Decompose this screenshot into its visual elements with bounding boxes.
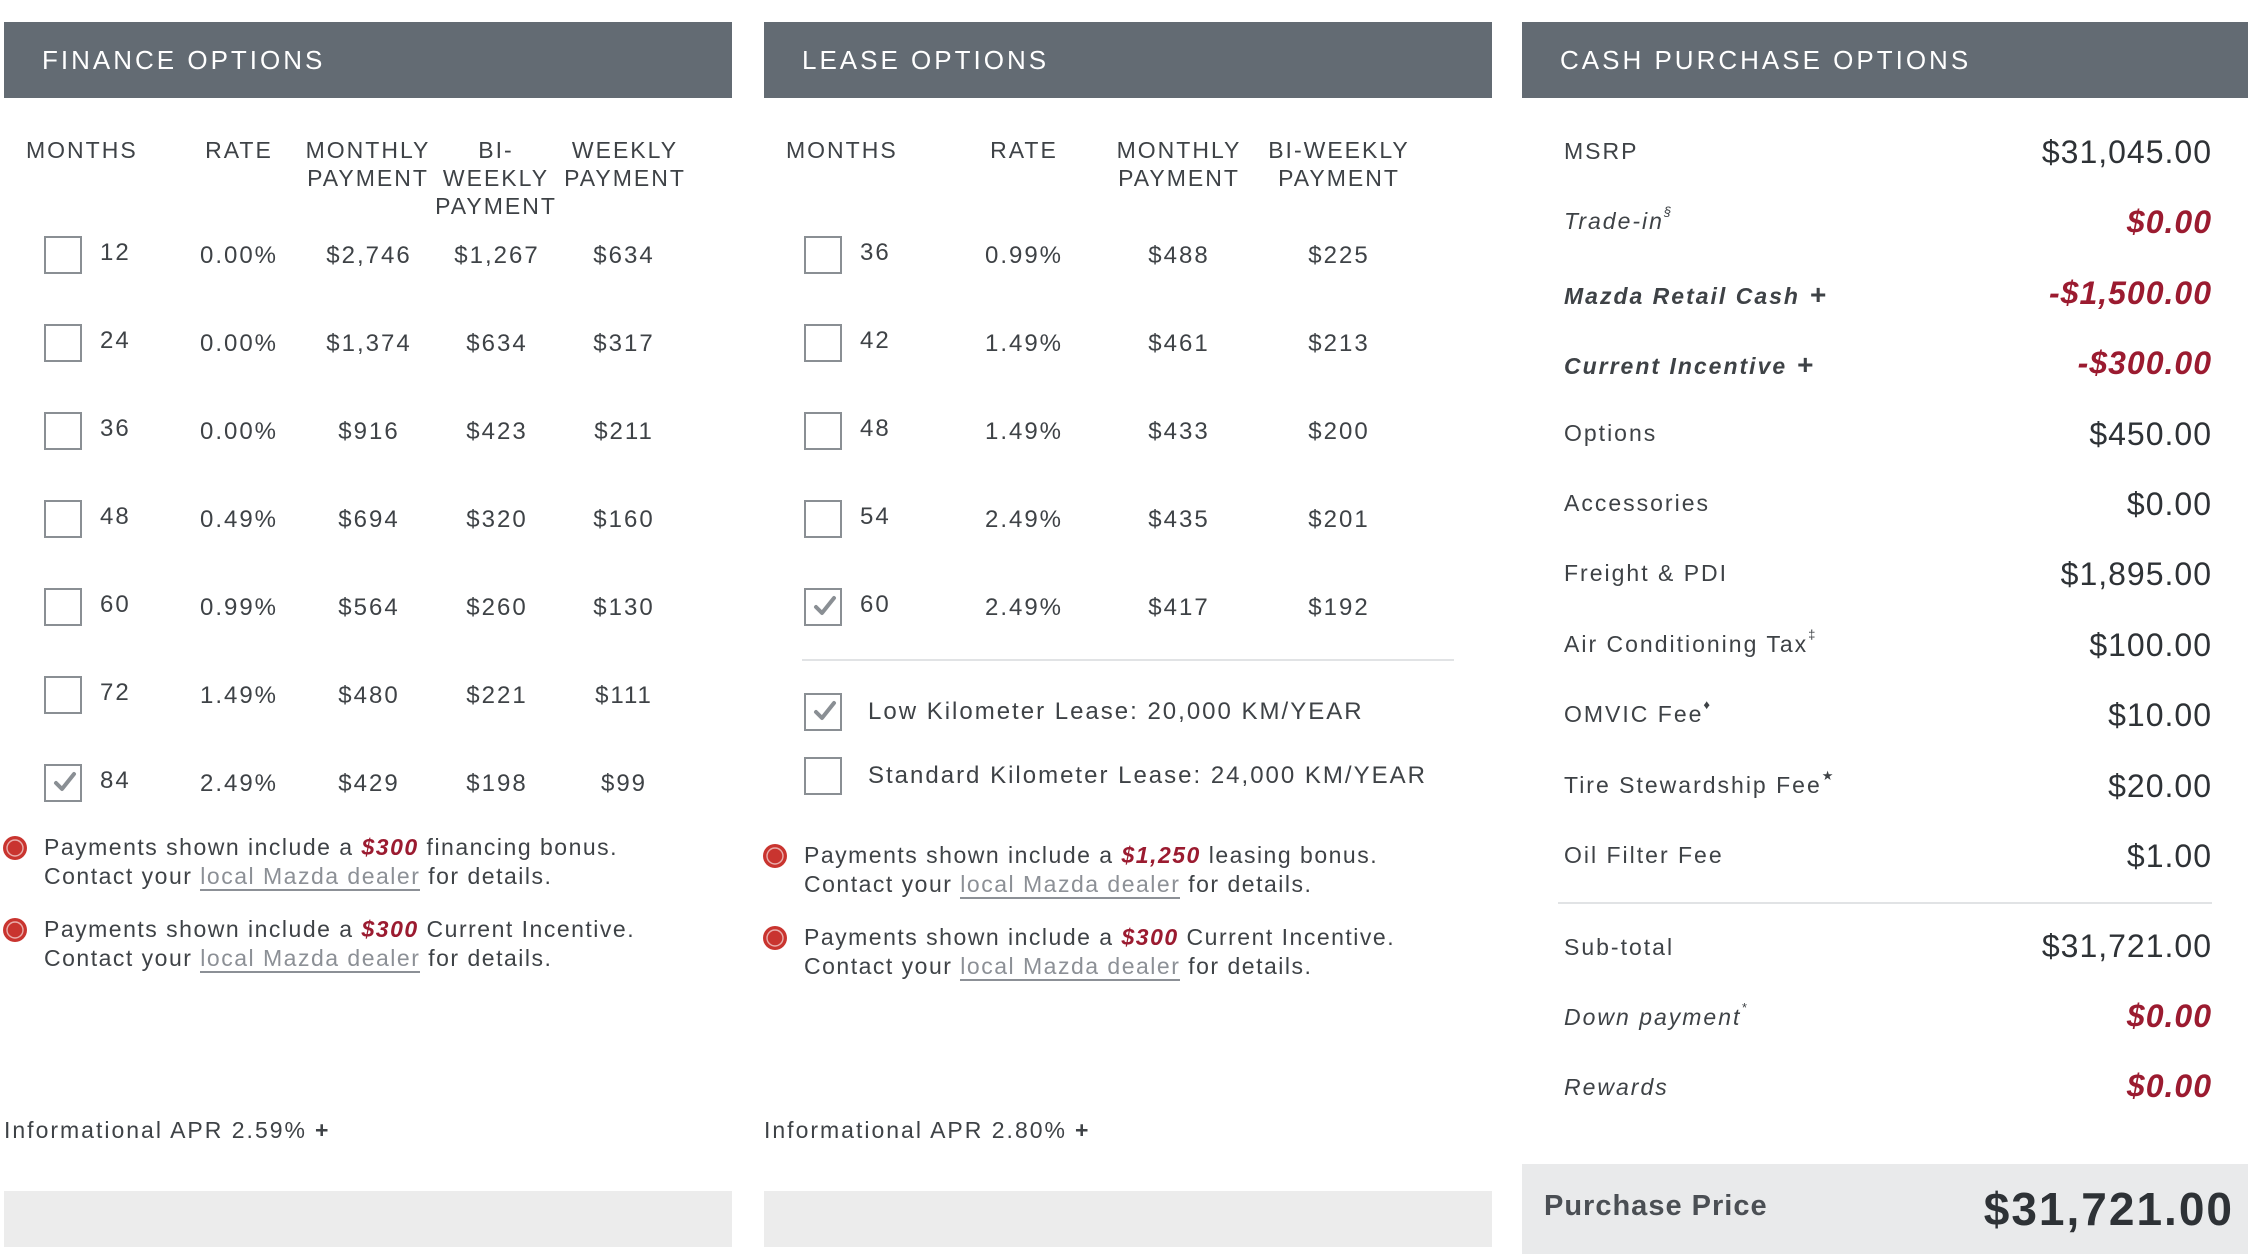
finance-weekly: $317 bbox=[593, 330, 655, 357]
subtotal-value: $31,721.00 bbox=[2041, 928, 2212, 964]
finance-biweekly: $221 bbox=[466, 682, 528, 709]
finance-weekly: $211 bbox=[594, 418, 654, 445]
finance-monthly: $564 bbox=[338, 594, 400, 621]
lease-row[interactable] bbox=[764, 300, 1492, 360]
cash-item-label: Freight & PDI bbox=[1564, 560, 1729, 587]
cash-item-value: $0.00 bbox=[2126, 204, 2212, 241]
finance-weekly: $634 bbox=[593, 242, 655, 269]
cash-item-label: Options bbox=[1564, 419, 1658, 446]
lease-header-rate: RATE bbox=[990, 137, 1058, 163]
finance-row[interactable] bbox=[4, 388, 732, 448]
finance-term-checkbox[interactable] bbox=[44, 500, 82, 538]
lease-bonus-note: Payments shown include a $1,250 leasing bonus. Contact your local Mazda dealer for details. bbox=[804, 841, 1444, 899]
lease-incentive-note: Payments shown include a $300 Current Incentive. Contact your local Mazda dealer for details. bbox=[804, 923, 1414, 981]
purchase-price-label: Purchase Price bbox=[1544, 1190, 1768, 1222]
lease-row[interactable] bbox=[764, 476, 1492, 536]
lease-months: 54 bbox=[860, 503, 891, 530]
finance-header-months: MONTHS bbox=[26, 137, 138, 163]
check-icon bbox=[52, 769, 78, 795]
rewards-value: $0.00 bbox=[2126, 1068, 2212, 1104]
finance-months: 60 bbox=[100, 591, 131, 618]
finance-row[interactable] bbox=[4, 652, 732, 712]
finance-rate: 0.00% bbox=[199, 242, 279, 269]
lease-header-months: MONTHS bbox=[786, 137, 898, 163]
lease-apr: Informational APR 2.80% + bbox=[764, 1117, 1091, 1143]
cash-item-label: OMVIC Fee♦ bbox=[1564, 697, 1713, 728]
lease-row[interactable] bbox=[764, 388, 1492, 448]
lease-months: 36 bbox=[860, 239, 891, 266]
purchase-price-value: $31,721.00 bbox=[1983, 1183, 2234, 1235]
finance-biweekly: $320 bbox=[466, 506, 528, 533]
check-icon bbox=[812, 593, 838, 619]
lease-row[interactable] bbox=[764, 212, 1492, 272]
lease-biweekly: $192 bbox=[1308, 594, 1370, 621]
expand-plus-button[interactable]: + bbox=[1797, 349, 1816, 381]
cash-item-value: -$300.00 bbox=[2077, 345, 2212, 382]
finance-rate: 2.49% bbox=[199, 770, 279, 797]
finance-row[interactable] bbox=[4, 212, 732, 272]
lease-monthly: $488 bbox=[1148, 242, 1210, 269]
lease-options-panel bbox=[764, 22, 1492, 1143]
finance-biweekly: $1,267 bbox=[454, 242, 540, 269]
finance-term-checkbox[interactable] bbox=[44, 236, 82, 274]
lease-header-monthly: MONTHLY PAYMENT bbox=[1116, 137, 1242, 191]
finance-months: 24 bbox=[100, 327, 131, 354]
lease-options-title: LEASE OPTIONS bbox=[764, 22, 1492, 98]
lease-biweekly: $213 bbox=[1308, 330, 1370, 357]
km-option-label: Low Kilometer Lease: 20,000 KM/YEAR bbox=[868, 698, 1364, 725]
local-dealer-link[interactable]: local Mazda dealer bbox=[200, 945, 421, 971]
finance-monthly: $2,746 bbox=[326, 242, 412, 269]
lease-monthly: $417 bbox=[1148, 594, 1210, 621]
finance-monthly: $480 bbox=[338, 682, 400, 709]
down-payment-label: Down payment* bbox=[1564, 1000, 1749, 1030]
finance-months: 36 bbox=[100, 415, 131, 442]
finance-term-checkbox[interactable] bbox=[44, 764, 82, 802]
lease-monthly: $433 bbox=[1148, 418, 1210, 445]
lease-biweekly: $200 bbox=[1308, 418, 1370, 445]
cash-item-label: Mazda Retail Cash + bbox=[1564, 278, 1829, 310]
finance-term-checkbox[interactable] bbox=[44, 676, 82, 714]
lease-months: 42 bbox=[860, 327, 891, 354]
local-dealer-link[interactable]: local Mazda dealer bbox=[960, 953, 1181, 979]
finance-row[interactable] bbox=[4, 564, 732, 624]
info-dot-icon bbox=[2, 835, 28, 861]
finance-weekly: $160 bbox=[593, 506, 655, 533]
finance-bonus-note: Payments shown include a $300 financing bonus. Contact your local Mazda dealer for details. bbox=[44, 833, 684, 891]
lease-biweekly: $225 bbox=[1308, 242, 1370, 269]
finance-monthly: $916 bbox=[338, 418, 400, 445]
finance-options-panel bbox=[4, 22, 732, 1143]
cash-item-value: $450.00 bbox=[2089, 415, 2212, 452]
finance-term-checkbox[interactable] bbox=[44, 412, 82, 450]
cash-item-value: $100.00 bbox=[2089, 626, 2212, 663]
cash-item-value: $1.00 bbox=[2126, 838, 2212, 874]
lease-term-checkbox[interactable] bbox=[804, 588, 842, 626]
finance-row[interactable] bbox=[4, 476, 732, 536]
lease-months: 48 bbox=[860, 415, 891, 442]
lease-divider bbox=[802, 659, 1454, 661]
cash-purchase-panel bbox=[1522, 22, 2248, 1235]
local-dealer-link[interactable]: local Mazda dealer bbox=[200, 863, 421, 889]
cash-item-label: MSRP bbox=[1564, 138, 1639, 164]
cash-purchase-title: CASH PURCHASE OPTIONS bbox=[1522, 22, 2248, 98]
finance-monthly: $429 bbox=[338, 770, 400, 797]
finance-apr: Informational APR 2.59% + bbox=[4, 1117, 331, 1143]
lease-rate: 2.49% bbox=[984, 594, 1064, 621]
lease-biweekly: $201 bbox=[1308, 506, 1370, 533]
lease-term-checkbox[interactable] bbox=[804, 324, 842, 362]
finance-weekly: $99 bbox=[600, 770, 648, 797]
finance-months: 48 bbox=[100, 503, 131, 530]
finance-monthly: $694 bbox=[338, 506, 400, 533]
cash-item-value: $31,045.00 bbox=[2041, 134, 2212, 170]
lease-footer-bar bbox=[764, 1191, 1492, 1247]
cash-item-value: $1,895.00 bbox=[2060, 556, 2212, 593]
lease-months: 60 bbox=[860, 591, 891, 618]
finance-months: 72 bbox=[100, 679, 131, 706]
cash-item-value: $0.00 bbox=[2126, 486, 2212, 522]
lease-monthly: $461 bbox=[1148, 330, 1210, 357]
finance-rate: 0.49% bbox=[199, 506, 279, 533]
finance-rate: 0.00% bbox=[199, 418, 279, 445]
lease-term-checkbox[interactable] bbox=[804, 236, 842, 274]
finance-header-rate: RATE bbox=[205, 137, 273, 163]
km-option-checkbox[interactable] bbox=[804, 757, 842, 795]
finance-months: 84 bbox=[100, 767, 131, 794]
rewards-label: Rewards bbox=[1564, 1074, 1669, 1100]
finance-rate: 0.00% bbox=[199, 330, 279, 357]
cash-item-value: -$1,500.00 bbox=[2048, 274, 2212, 311]
info-dot-icon bbox=[762, 925, 788, 951]
cash-item-value: $10.00 bbox=[2108, 697, 2212, 734]
km-option-label: Standard Kilometer Lease: 24,000 KM/YEAR bbox=[868, 762, 1427, 789]
finance-incentive-note: Payments shown include a $300 Current Incentive. Contact your local Mazda dealer for details. bbox=[44, 915, 654, 973]
lease-monthly: $435 bbox=[1148, 506, 1210, 533]
finance-rate: 1.49% bbox=[199, 682, 279, 709]
lease-term-checkbox[interactable] bbox=[804, 412, 842, 450]
finance-term-checkbox[interactable] bbox=[44, 588, 82, 626]
finance-weekly: $111 bbox=[595, 682, 653, 709]
finance-options-title: FINANCE OPTIONS bbox=[4, 22, 732, 98]
lease-header-biweekly: BI-WEEKLY PAYMENT bbox=[1268, 137, 1410, 191]
lease-rate: 0.99% bbox=[984, 242, 1064, 269]
expand-plus-button[interactable]: + bbox=[1809, 278, 1829, 310]
lease-rate: 2.49% bbox=[984, 506, 1064, 533]
cash-divider bbox=[1558, 902, 2212, 904]
finance-apr-expand-button[interactable]: + bbox=[314, 1117, 331, 1143]
lease-apr-expand-button[interactable]: + bbox=[1074, 1117, 1091, 1143]
local-dealer-link[interactable]: local Mazda dealer bbox=[960, 871, 1181, 897]
finance-header-weekly: WEEKLY PAYMENT bbox=[564, 137, 686, 191]
finance-biweekly: $634 bbox=[466, 330, 528, 357]
cash-item-label: Air Conditioning Tax‡ bbox=[1564, 626, 1818, 657]
km-option[interactable] bbox=[764, 689, 1492, 737]
finance-header-biweekly: BI-WEEKLY PAYMENT bbox=[435, 137, 557, 219]
km-option-checkbox[interactable] bbox=[804, 693, 842, 731]
purchase-price-bar bbox=[1522, 1164, 2248, 1254]
finance-header-monthly: MONTHLY PAYMENT bbox=[305, 137, 431, 191]
finance-row[interactable] bbox=[4, 300, 732, 360]
lease-term-checkbox[interactable] bbox=[804, 500, 842, 538]
cash-item-label: Current Incentive + bbox=[1564, 349, 1816, 381]
check-icon bbox=[812, 698, 838, 724]
finance-term-checkbox[interactable] bbox=[44, 324, 82, 362]
finance-row[interactable] bbox=[4, 740, 732, 800]
down-payment-value: $0.00 bbox=[2126, 998, 2212, 1034]
finance-rate: 0.99% bbox=[199, 594, 279, 621]
finance-footer-bar bbox=[4, 1191, 732, 1247]
info-dot-icon bbox=[2, 917, 28, 943]
cash-item-label: Tire Stewardship Fee★ bbox=[1564, 767, 1836, 798]
lease-row[interactable] bbox=[764, 564, 1492, 624]
finance-biweekly: $423 bbox=[466, 418, 528, 445]
lease-rate: 1.49% bbox=[984, 418, 1064, 445]
cash-item-label: Oil Filter Fee bbox=[1564, 842, 1724, 868]
finance-monthly: $1,374 bbox=[326, 330, 412, 357]
lease-rate: 1.49% bbox=[984, 330, 1064, 357]
km-option[interactable] bbox=[764, 753, 1492, 801]
subtotal-label: Sub-total bbox=[1564, 934, 1675, 960]
finance-biweekly: $260 bbox=[466, 594, 528, 621]
info-dot-icon bbox=[762, 843, 788, 869]
finance-months: 12 bbox=[100, 239, 131, 266]
finance-biweekly: $198 bbox=[466, 770, 528, 797]
cash-item-value: $20.00 bbox=[2108, 767, 2212, 804]
cash-item-label: Trade-in§ bbox=[1564, 204, 1674, 235]
finance-weekly: $130 bbox=[593, 594, 655, 621]
cash-item-label: Accessories bbox=[1564, 490, 1710, 516]
